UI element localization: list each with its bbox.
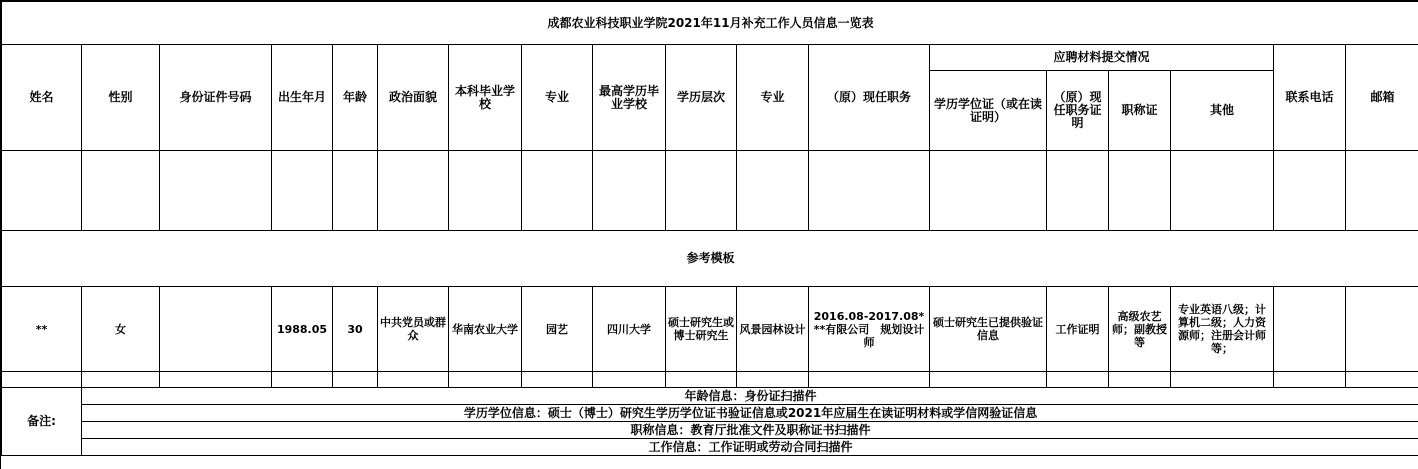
cell[interactable] xyxy=(82,151,160,231)
header-edu-level: 学历层次 xyxy=(666,45,737,151)
table-row-gap xyxy=(2,372,1418,388)
sample-birth[interactable]: 1988.05 xyxy=(272,287,333,372)
header-age: 年龄 xyxy=(333,45,378,151)
cell[interactable] xyxy=(449,372,522,388)
cell[interactable] xyxy=(2,151,82,231)
cell[interactable] xyxy=(809,372,930,388)
header-major-2: 专业 xyxy=(737,45,809,151)
sample-email[interactable] xyxy=(1346,287,1418,372)
table-row-empty xyxy=(2,151,1418,231)
cell[interactable] xyxy=(272,151,333,231)
cell[interactable] xyxy=(1109,372,1171,388)
cell[interactable] xyxy=(160,151,272,231)
header-id-number: 身份证件号码 xyxy=(160,45,272,151)
cell[interactable] xyxy=(522,151,593,231)
cell[interactable] xyxy=(930,151,1047,231)
cell[interactable] xyxy=(2,372,82,388)
cell[interactable] xyxy=(378,151,449,231)
cell[interactable] xyxy=(1047,151,1109,231)
header-major-1: 专业 xyxy=(522,45,593,151)
header-other: 其他 xyxy=(1171,71,1274,151)
cell[interactable] xyxy=(666,151,737,231)
header-title-rank: 职称证 xyxy=(1109,71,1171,151)
cell[interactable] xyxy=(1171,151,1274,231)
header-position: （原）现任职务 xyxy=(809,45,930,151)
sample-job-cert[interactable]: 工作证明 xyxy=(1047,287,1109,372)
sample-other[interactable]: 专业英语八级；计算机二级；人力资源师；注册会计师等； xyxy=(1171,287,1274,372)
cell[interactable] xyxy=(737,151,809,231)
sample-degree-cert[interactable]: 硕士研究生已提供验证信息 xyxy=(930,287,1047,372)
header-gender: 性别 xyxy=(82,45,160,151)
sample-name[interactable]: ** xyxy=(2,287,82,372)
cell[interactable] xyxy=(1274,151,1346,231)
header-political: 政治面貌 xyxy=(378,45,449,151)
header-highest-school: 最高学历毕业学校 xyxy=(593,45,666,151)
cell[interactable] xyxy=(666,372,737,388)
header-phone: 联系电话 xyxy=(1274,45,1346,151)
cell[interactable] xyxy=(160,372,272,388)
sheet-title: 成都农业科技职业学院2021年11月补充工作人员信息一览表 xyxy=(2,2,1418,45)
cell[interactable] xyxy=(522,372,593,388)
sample-title-rank[interactable]: 高级农艺师；副教授等 xyxy=(1109,287,1171,372)
note-line-work: 工作信息：工作证明或劳动合同扫描件 xyxy=(82,439,1418,456)
cell[interactable] xyxy=(1171,372,1274,388)
sample-highest-school[interactable]: 四川大学 xyxy=(593,287,666,372)
cell[interactable] xyxy=(930,372,1047,388)
note-line-title: 职称信息：教育厅批准文件及职称证书扫描件 xyxy=(82,422,1418,439)
cell[interactable] xyxy=(272,372,333,388)
sample-edu-level[interactable]: 硕士研究生或博士研究生 xyxy=(666,287,737,372)
cell[interactable] xyxy=(378,372,449,388)
cell[interactable] xyxy=(449,151,522,231)
note-line-age: 年龄信息：身份证扫描件 xyxy=(82,388,1418,405)
cell[interactable] xyxy=(1047,372,1109,388)
cell[interactable] xyxy=(333,372,378,388)
cell[interactable] xyxy=(1346,372,1418,388)
sample-position[interactable]: 2016.08-2017.08***有限公司 规划设计师 xyxy=(809,287,930,372)
cell[interactable] xyxy=(809,151,930,231)
cell[interactable] xyxy=(333,151,378,231)
reference-label: 参考模板 xyxy=(2,231,1418,287)
cell[interactable] xyxy=(1274,372,1346,388)
notes-label: 备注: xyxy=(2,388,82,456)
sample-political[interactable]: 中共党员或群众 xyxy=(378,287,449,372)
cell[interactable] xyxy=(1346,151,1418,231)
sample-major-1[interactable]: 园艺 xyxy=(522,287,593,372)
sample-gender[interactable]: 女 xyxy=(82,287,160,372)
table-row-sample xyxy=(2,287,1418,372)
note-line-degree: 学历学位信息：硕士（博士）研究生学历学位证书验证信息或2021年应届生在读证明材料或学信网验证信息 xyxy=(82,405,1418,422)
header-name: 姓名 xyxy=(2,45,82,151)
sample-phone[interactable] xyxy=(1274,287,1346,372)
sample-major-2[interactable]: 风景园林设计 xyxy=(737,287,809,372)
cell[interactable] xyxy=(1109,151,1171,231)
cell[interactable] xyxy=(82,372,160,388)
header-undergrad-school: 本科毕业学校 xyxy=(449,45,522,151)
info-table xyxy=(1,1,1418,456)
header-birth: 出生年月 xyxy=(272,45,333,151)
sample-age[interactable]: 30 xyxy=(333,287,378,372)
cell[interactable] xyxy=(593,151,666,231)
header-materials-group: 应聘材料提交情况 xyxy=(930,45,1274,71)
header-job-cert: （原）现任职务证明 xyxy=(1047,71,1109,151)
header-degree-cert: 学历学位证（或在读证明） xyxy=(930,71,1047,151)
sample-id-number[interactable] xyxy=(160,287,272,372)
cell[interactable] xyxy=(737,372,809,388)
sample-undergrad-school[interactable]: 华南农业大学 xyxy=(449,287,522,372)
cell[interactable] xyxy=(593,372,666,388)
header-email: 邮箱 xyxy=(1346,45,1418,151)
